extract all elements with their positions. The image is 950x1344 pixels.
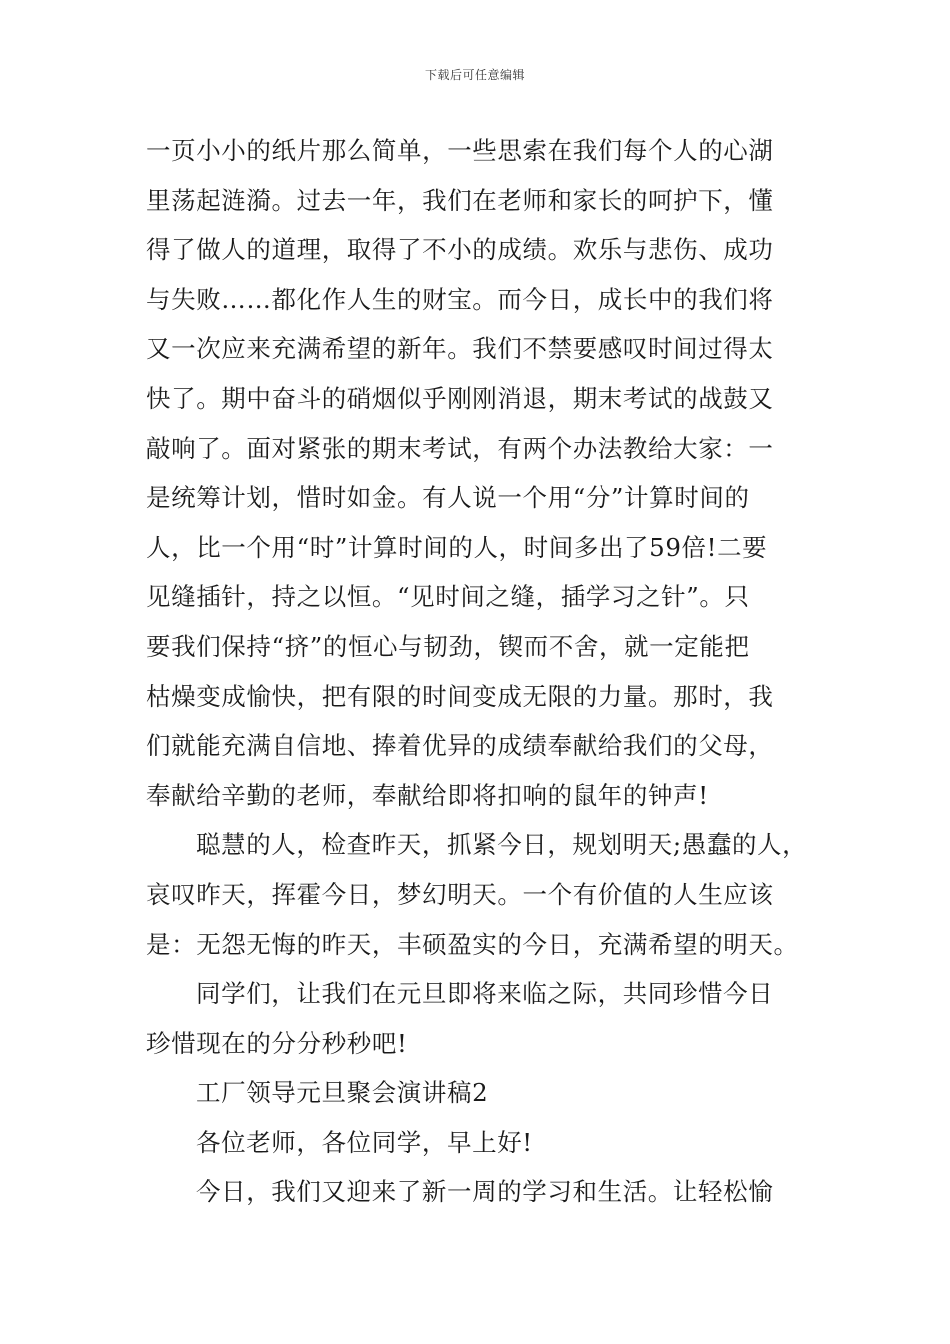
- text-line: 是：无怨无悔的昨天，丰硕盈实的今日，充满希望的明天。: [146, 929, 799, 959]
- text-line: 又一次应来充满希望的新年。我们不禁要感叹时间过得太: [146, 334, 774, 364]
- text-line: 得了做人的道理，取得了不小的成绩。欢乐与悲伤、成功: [146, 235, 774, 265]
- document-body: [146, 126, 810, 1217]
- text-line: 珍惜现在的分分秒秒吧!: [146, 1028, 408, 1058]
- text-line: 是统筹计划，惜时如金。有人说一个用“分”计算时间的: [146, 483, 750, 513]
- text-line: 一页小小的纸片那么简单，一些思索在我们每个人的心湖: [146, 136, 774, 165]
- text-line: 敲响了。面对紧张的期末考试，有两个办法教给大家：一: [146, 433, 774, 463]
- text-line: 哀叹昨天，挥霍今日，梦幻明天。一个有价值的人生应该: [146, 879, 774, 909]
- section-title: 工厂领导元旦聚会演讲稿2: [196, 1078, 489, 1108]
- text-line: 们就能充满自信地、捧着优异的成绩奉献给我们的父母，: [146, 731, 774, 761]
- paragraph-start-line: 聪慧的人，检查昨天，抓紧今日，规划明天;愚蠢的人，: [196, 830, 808, 860]
- header-note: 下载后可任意编辑: [424, 68, 525, 82]
- text-line: 要我们保持“挤”的恒心与韧劲，锲而不舍，就一定能把: [146, 631, 750, 661]
- text-line: 与失败……都化作人生的财宝。而今日，成长中的我们将: [146, 284, 774, 314]
- paragraph-start-line: 同学们，让我们在元旦即将来临之际，共同珍惜今日: [196, 979, 774, 1009]
- text-line: 里荡起涟漪。过去一年，我们在老师和家长的呵护下，懂: [146, 185, 774, 215]
- text-line: 快了。期中奋斗的硝烟似乎刚刚消退，期末考试的战鼓又: [146, 383, 774, 413]
- text-line: 奉献给辛勤的老师，奉献给即将扣响的鼠年的钟声!: [146, 780, 709, 810]
- text-line: 人，比一个用“时”计算时间的人，时间多出了59倍!二要: [146, 532, 768, 562]
- text-line: 见缝插针，持之以恒。“见时间之缝，插学习之针”。只: [146, 582, 750, 612]
- text-line: 枯燥变成愉快，把有限的时间变成无限的力量。那时，我: [146, 681, 774, 711]
- greeting-line: 各位老师，各位同学，早上好!: [196, 1127, 533, 1157]
- paragraph-start-line: 今日，我们又迎来了新一周的学习和生活。让轻松愉: [196, 1177, 774, 1207]
